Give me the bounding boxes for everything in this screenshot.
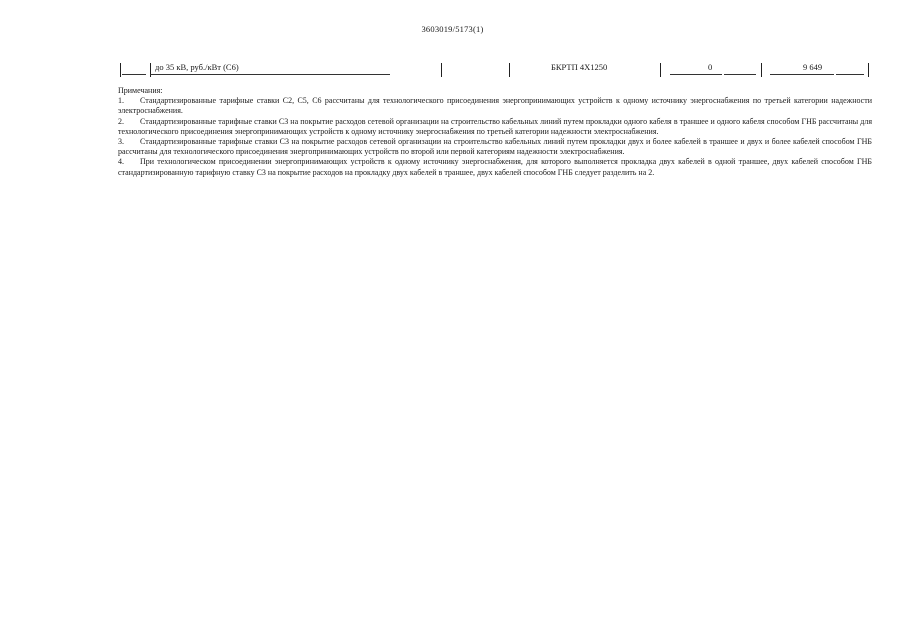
cell-border xyxy=(761,63,762,77)
notes-title: Примечания: xyxy=(118,86,163,95)
note-text: Стандартизированные тарифные ставки С3 на покрытие расходов сетевой организации на строительство кабельных линий путем прокладки двух и более кабелей в траншее и двух и более кабелей способом ГНБ рассчитаны для технологического присоединения энергопринимающих устройств по второй или первой категориям надежности электроснабжения. xyxy=(118,137,872,157)
cell-underline xyxy=(150,74,390,75)
cell-border xyxy=(868,63,869,77)
table-row xyxy=(120,60,870,78)
cell-unit-description: до 35 кВ, руб./кВт (С6) xyxy=(155,62,239,72)
cell-equipment: БКРТП 4Х1250 xyxy=(551,62,608,72)
cell-value-2: 9 649 xyxy=(803,62,823,72)
cell-border xyxy=(441,63,442,77)
note-text: Стандартизированные тарифные ставки С2, С5, С6 рассчитаны для технологического присоединения энергопринимающих устройств к одному источнику энергоснабжения по третьей категории надежности электроснабжения. xyxy=(118,96,872,116)
note-item xyxy=(118,96,872,116)
note-item xyxy=(118,137,872,157)
note-number: 2. xyxy=(118,116,124,126)
notes-section xyxy=(118,86,872,178)
cell-underline xyxy=(836,74,864,75)
cell-border xyxy=(509,63,510,77)
cell-value-1: 0 xyxy=(708,62,713,72)
document-id: 3603019/5173(1) xyxy=(421,24,484,34)
note-item xyxy=(118,117,872,137)
cell-underline xyxy=(122,74,146,75)
note-text: При технологическом присоединении энергопринимающих устройств к одному источнику энергоснабжения, для которого выполняется прокладка двух кабелей в одной траншее, двух кабелей способом ГНБ стандартизированную тарифную ставку С3 на покрытие расходов на прокладку двух кабелей в траншее, двух кабелей способом ГНБ следует разделить на 2. xyxy=(118,157,872,177)
note-number: 3. xyxy=(118,137,124,147)
note-item xyxy=(118,157,872,177)
cell-underline xyxy=(724,74,756,75)
cell-underline xyxy=(770,74,834,75)
note-text: Стандартизированные тарифные ставки С3 на покрытие расходов сетевой организации на строительство кабельных линий путем прокладки одного кабеля в траншее и одного кабеля способом ГНБ рассчитаны для технологического присоединения энергопринимающих устройств к одному источнику энергоснабжения по третьей категории надежности электроснабжения. xyxy=(118,116,872,136)
cell-border xyxy=(120,63,121,77)
cell-underline xyxy=(670,74,722,75)
note-number: 4. xyxy=(118,157,124,167)
cell-border xyxy=(660,63,661,77)
note-number: 1. xyxy=(118,96,124,106)
